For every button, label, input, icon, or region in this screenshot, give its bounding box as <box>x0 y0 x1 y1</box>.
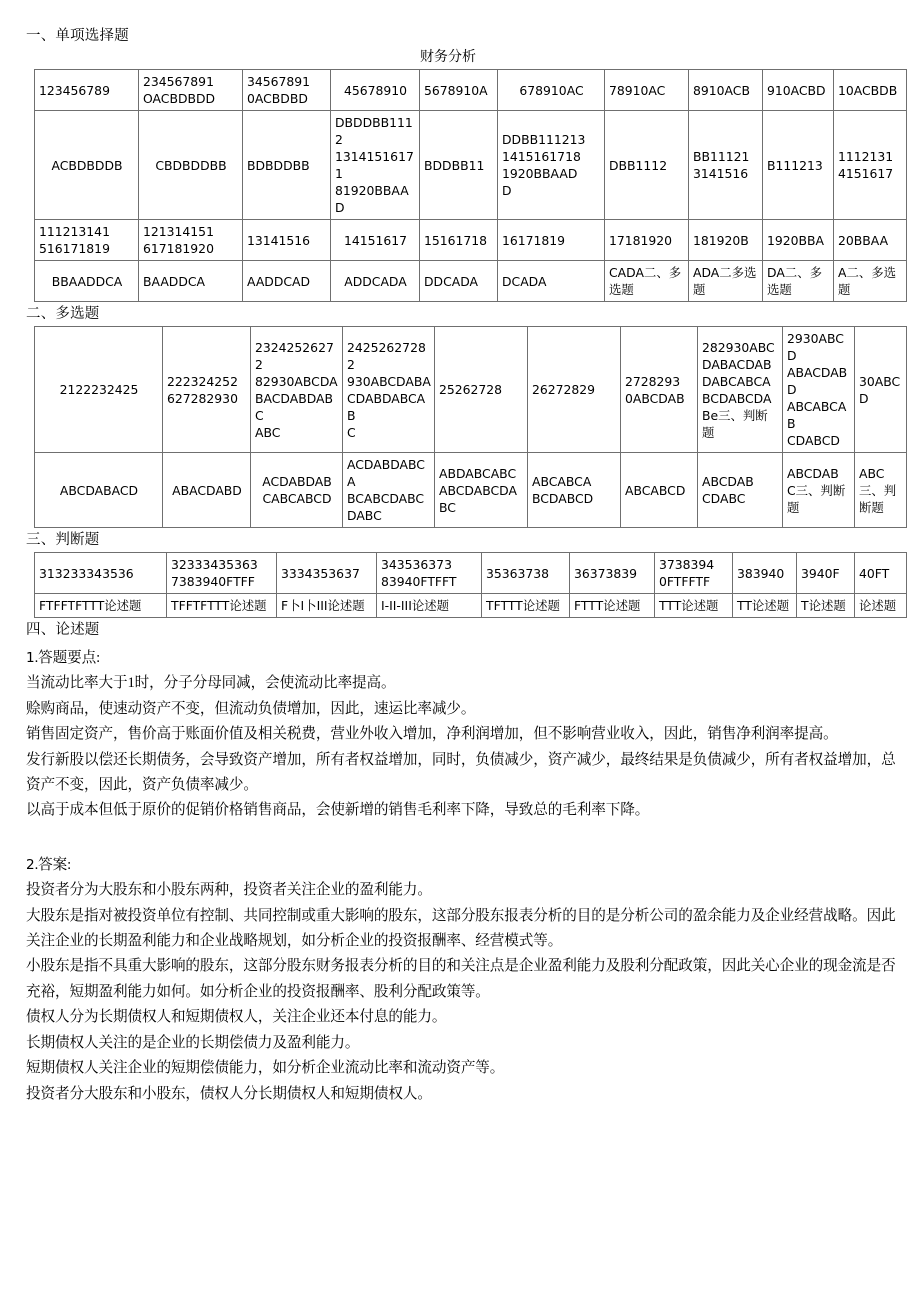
essay-paragraph: 销售固定资产，售价高于账面价值及相关税费，营业外收入增加，净利润增加，但不影响营业收入，因此，销售净利润率提高。 <box>26 726 838 743</box>
page-title: 财务分析 <box>420 50 476 65</box>
cell: DDCADA <box>420 261 498 302</box>
cell: BDBDDBB <box>243 111 331 220</box>
cell: 35363738 <box>482 553 570 594</box>
essay-paragraph: 长期债权人关注的是企业的长期偿债力及盈利能力。 <box>26 1034 360 1051</box>
cell: DBDDBB1112 13141516171 81920BBAAD <box>331 111 420 220</box>
cell: CBDBDDBB <box>139 111 243 220</box>
essay-paragraph: 短期债权人关注企业的短期偿债能力，如分析企业流动比率和流动资产等。 <box>26 1060 505 1077</box>
heading-multi-choice: 二、多选题 <box>26 306 100 322</box>
cell: BAADDCA <box>139 261 243 302</box>
essay-item-2 <box>26 853 898 1107</box>
cell: ABCDABACD <box>35 453 163 528</box>
cell: 3334353637 <box>277 553 377 594</box>
cell: BDDBB11 <box>420 111 498 220</box>
cell: DA二、多选题 <box>763 261 834 302</box>
table-row <box>35 553 907 594</box>
cell: 3738394 0FTFFTF <box>655 553 733 594</box>
cell: ACDABDAB CABCABCD <box>251 453 343 528</box>
table-row <box>35 327 907 453</box>
cell: 181920B <box>689 220 763 261</box>
cell: ADDCADA <box>331 261 420 302</box>
heading-single-choice: 一、单项选择题 <box>26 28 129 44</box>
cell: T论述题 <box>797 594 855 618</box>
cell: ABC三、判断题 <box>855 453 907 528</box>
paragraph-spacer <box>26 824 898 847</box>
essay-item-1-number: 1 <box>26 650 35 666</box>
cell: 14151617 <box>331 220 420 261</box>
table-single-choice <box>34 69 907 302</box>
essay-paragraph: 投资者分为大股东和小股东两种，投资者关注企业的盈利能力。 <box>26 882 432 899</box>
cell: 10ACBDB <box>834 70 907 111</box>
cell: 17181920 <box>605 220 689 261</box>
table-row <box>35 70 907 111</box>
cell: 234567891 OACBDBDD <box>139 70 243 111</box>
essay-paragraph: 当流动比率大于1时，分子分母同减，会使流动比率提高。 <box>26 675 396 692</box>
cell: ACDABDABCA BCABCDABC DABC <box>343 453 435 528</box>
cell: 26272829 <box>528 327 621 453</box>
cell: 34567891 0ACBDBD <box>243 70 331 111</box>
cell: ABCABCA BCDABCD <box>528 453 621 528</box>
multi-choice-table-wrapper <box>34 326 901 528</box>
cell: 222324252 627282930 <box>163 327 251 453</box>
table-multi-choice <box>34 326 907 528</box>
cell: 313233343536 <box>35 553 167 594</box>
table-true-false <box>34 552 907 618</box>
cell: ABACDABD <box>163 453 251 528</box>
essay-paragraph: 赊购商品，使速动资产不变，但流动负债增加，因此，速运比率减少。 <box>26 700 476 717</box>
cell: 111213141 516171819 <box>35 220 139 261</box>
table-row <box>35 594 907 618</box>
cell: 25262728 <box>435 327 528 453</box>
essay-item-2-title <box>26 853 898 878</box>
cell: AADDCAD <box>243 261 331 302</box>
cell: 1920BBA <box>763 220 834 261</box>
table-row <box>35 453 907 528</box>
cell: 343536373 83940FTFFT <box>377 553 482 594</box>
cell: 3940F <box>797 553 855 594</box>
cell: 20BBAA <box>834 220 907 261</box>
cell: FTTT论述题 <box>570 594 655 618</box>
cell: DCADA <box>498 261 605 302</box>
true-false-table-wrapper <box>34 552 898 618</box>
cell: 24252627282 930ABCDABA CDABDABCAB C <box>343 327 435 453</box>
cell: BBAADDCA <box>35 261 139 302</box>
cell: FTFFTFTTT论述题 <box>35 594 167 618</box>
cell: 2930ABCD ABACDABD ABCABCAB CDABCD <box>783 327 855 453</box>
cell: 5678910A <box>420 70 498 111</box>
single-choice-table-wrapper <box>34 69 898 302</box>
cell: 32333435363 7383940FTFF <box>167 553 277 594</box>
cell: 23242526272 82930ABCDA BACDABDABC ABC <box>251 327 343 453</box>
table-row <box>35 261 907 302</box>
cell: B111213 <box>763 111 834 220</box>
cell: DDBB111213 1415161718 1920BBAAD D <box>498 111 605 220</box>
cell: ABCABCD <box>621 453 698 528</box>
essay-paragraph: 以高于成本但低于原价的促销价格销售商品，会使新增的销售毛利率下降，导致总的毛利率下降。 <box>26 802 650 819</box>
cell: 36373839 <box>570 553 655 594</box>
cell: TFTTT论述题 <box>482 594 570 618</box>
essay-paragraph: 发行新股以偿还长期债务，会导致资产增加，所有者权益增加，同时，负债减少，资产减少，最终结果是负债减少，所有者权益增加，总资产不变，因此，资产负债率减少。 <box>26 751 896 794</box>
cell: ABDABCABC ABCDABCDA BC <box>435 453 528 528</box>
cell: TTT论述题 <box>655 594 733 618</box>
cell: I-II-III论述题 <box>377 594 482 618</box>
cell: BB11121 3141516 <box>689 111 763 220</box>
cell: 383940 <box>733 553 797 594</box>
cell: 910ACBD <box>763 70 834 111</box>
cell: 282930ABC DABACDAB DABCABCA BCDABCDA Be三、判断题 <box>698 327 783 453</box>
cell: 30ABCD <box>855 327 907 453</box>
cell: ABCDAB CDABC <box>698 453 783 528</box>
essay-item-1 <box>26 646 898 824</box>
cell: 40FT <box>855 553 907 594</box>
cell: 2122232425 <box>35 327 163 453</box>
cell: DBB1112 <box>605 111 689 220</box>
cell: 2728293 0ABCDAB <box>621 327 698 453</box>
cell: ABCDAB C三、判断题 <box>783 453 855 528</box>
cell: TFFTFTTT论述题 <box>167 594 277 618</box>
essay-item-2-number: 2 <box>26 856 35 873</box>
cell: ADA二多选题 <box>689 261 763 302</box>
essay-item-1-label: .答题要点: <box>34 650 101 666</box>
table-row <box>35 111 907 220</box>
essay-paragraph: 债权人分为长期债权人和短期债权人，关注企业还本付息的能力。 <box>26 1009 447 1026</box>
cell: 121314151 617181920 <box>139 220 243 261</box>
cell: 678910AC <box>498 70 605 111</box>
cell: 13141516 <box>243 220 331 261</box>
heading-true-false: 三、判断题 <box>26 532 100 548</box>
essay-item-1-title <box>26 646 898 671</box>
essay-paragraph: 小股东是指不具重大影响的股东，这部分股东财务报表分析的目的和关注点是企业盈利能力及股利分配政策，因此关心企业的现金流是否充裕，短期盈利能力如何。如分析企业的投资报酬率、股利分配政策等。 <box>26 958 896 1000</box>
cell: F卜I卜III论述题 <box>277 594 377 618</box>
cell: 123456789 <box>35 70 139 111</box>
cell: 8910ACB <box>689 70 763 111</box>
cell: ACBDBDDB <box>35 111 139 220</box>
cell: CADA二、多选题 <box>605 261 689 302</box>
essay-paragraph: 投资者分大股东和小股东，债权人分长期债权人和短期债权人。 <box>26 1085 432 1102</box>
cell: 16171819 <box>498 220 605 261</box>
table-row <box>35 220 907 261</box>
cell: 15161718 <box>420 220 498 261</box>
essay-item-2-label: .答案: <box>34 856 72 873</box>
cell: TT论述题 <box>733 594 797 618</box>
heading-essay: 四、论述题 <box>26 622 100 638</box>
essay-paragraph: 大股东是指对被投资单位有控制、共同控制或重大影响的股东，这部分股东报表分析的目的是分析公司的盈余能力及企业经营战略。因此关注企业的长期盈利能力和企业战略规划，如分析企业的投资报酬率、经营模式等。 <box>26 907 896 950</box>
cell: 论述题 <box>855 594 907 618</box>
cell: 45678910 <box>331 70 420 111</box>
cell: A二、多选题 <box>834 261 907 302</box>
cell: 78910AC <box>605 70 689 111</box>
cell: 1112131 4151617 <box>834 111 907 220</box>
